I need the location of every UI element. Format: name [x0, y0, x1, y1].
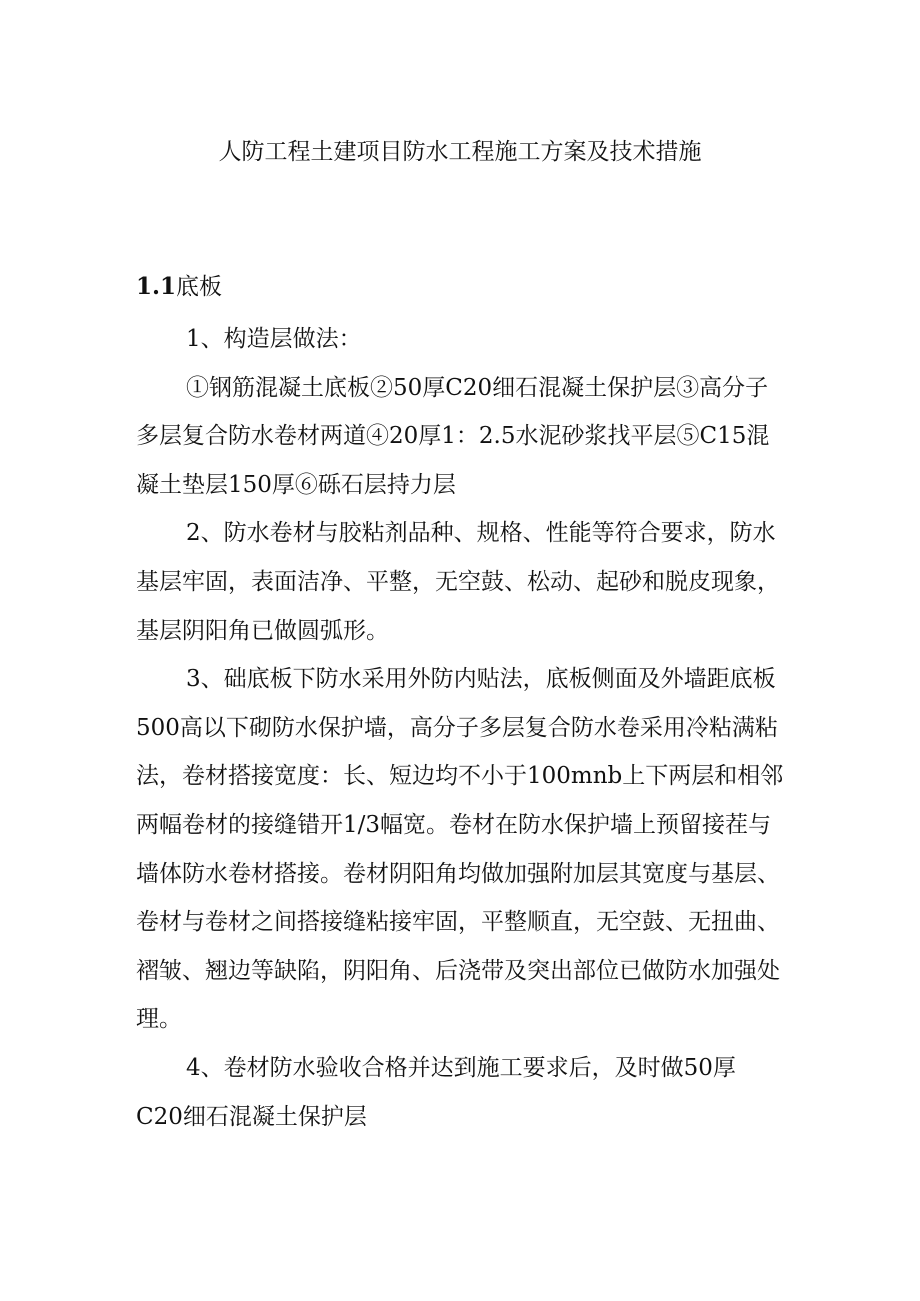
- paragraph-line: 凝土垫层150厚⑥砾石层持力层: [136, 471, 456, 498]
- paragraph-line: 两幅卷材的接缝错开1/3幅宽。卷材在防水保护墙上预留接茬与: [136, 811, 772, 838]
- paragraph-construction-layers: [136, 364, 796, 510]
- paragraph-line: 1、构造层做法：: [186, 326, 362, 352]
- document-title: 人防工程土建项目防水工程施工方案及技术措施: [218, 139, 702, 165]
- paragraph-waterproofing-method: [136, 655, 796, 1044]
- paragraph-protective-layer: [136, 1044, 796, 1141]
- paragraph-line: 墙体防水卷材搭接。卷材阴阳角均做加强附加层其宽度与基层、: [136, 860, 780, 887]
- paragraph-construction-layers-heading: [136, 315, 796, 364]
- paragraph-line: 500高以下砌防水保护墙，高分子多层复合防水卷采用冷粘满粘: [136, 714, 778, 741]
- paragraph-line: 基层阴阳角已做圆弧形。: [136, 617, 389, 644]
- section-number: 1.1: [136, 273, 177, 300]
- paragraph-line: 褶皱、翘边等缺陷，阴阳角、后浇带及突出部位已做防水加强处: [136, 957, 780, 984]
- paragraph-line: 3、础底板下防水采用外防内贴法，底板侧面及外墙距底板: [186, 666, 776, 693]
- paragraph-line: ①钢筋混凝土底板②50厚C20细石混凝土保护层③高分子: [186, 374, 769, 401]
- paragraph-line: 基层牢固，表面洁净、平整，无空鼓、松动、起砂和脱皮现象，: [136, 568, 780, 595]
- paragraph-line: 4、卷材防水验收合格并达到施工要求后，及时做50厚: [186, 1054, 736, 1081]
- paragraph-line: 2、防水卷材与胶粘剂品种、规格、性能等符合要求，防水: [186, 520, 776, 547]
- section-name: 底板: [176, 274, 223, 300]
- paragraph-line: 法，卷材搭接宽度：长、短边均不小于100mnb上下两层和相邻: [136, 763, 784, 790]
- paragraph-membrane-requirements: [136, 509, 796, 655]
- section-heading: [136, 269, 222, 305]
- document-body: [136, 315, 796, 1141]
- paragraph-line: 理。: [136, 1006, 182, 1033]
- paragraph-line: 多层复合防水卷材两道④20厚1：2.5水泥砂浆找平层⑤C15混: [136, 423, 770, 450]
- paragraph-line: 卷材与卷材之间搭接缝粘接牢固，平整顺直，无空鼓、无扭曲、: [136, 909, 780, 936]
- paragraph-line: C20细石混凝土保护层: [136, 1103, 367, 1130]
